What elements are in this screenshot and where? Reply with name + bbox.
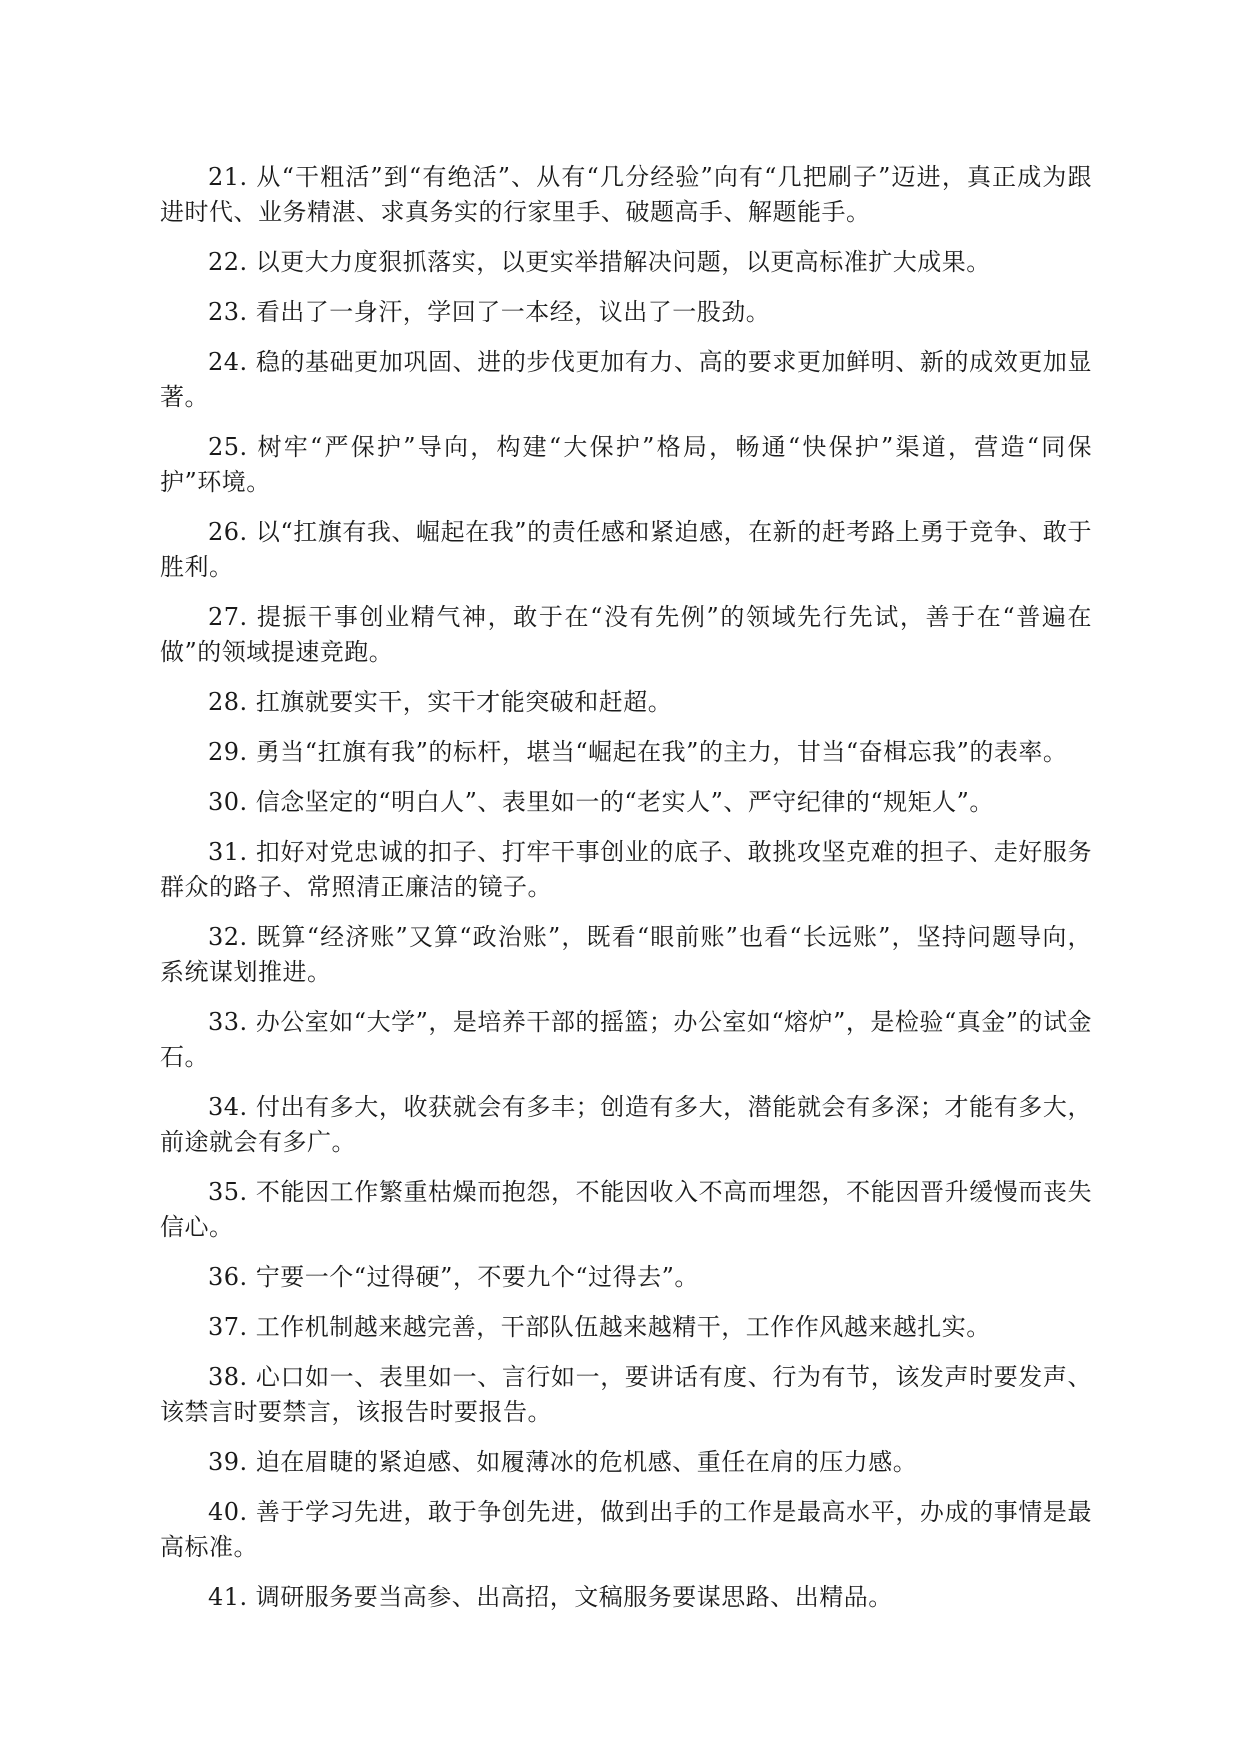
document-page: [160, 160, 1092, 1630]
paragraph-32: 32. 既算“经济账”又算“政治账”，既看“眼前账”也看“长远账”，坚持问题导向，系统谋划推进。: [160, 923, 1092, 986]
paragraph-38: 38. 心口如一、表里如一、言行如一，要讲话有度、行为有节，该发声时要发声、该禁言时要禁言，该报告时要报告。: [160, 1363, 1092, 1426]
paragraph-36: 36. 宁要一个“过得硬”，不要九个“过得去”。: [208, 1263, 699, 1291]
paragraph-24: 24. 稳的基础更加巩固、进的步伐更加有力、高的要求更加鲜明、新的成效更加显著。: [160, 348, 1092, 411]
paragraph-34: 34. 付出有多大，收获就会有多丰；创造有多大，潜能就会有多深；才能有多大，前途就会有多广。: [160, 1093, 1092, 1156]
paragraph-27: 27. 提振干事创业精气神，敢于在“没有先例”的领域先行先试，善于在“普遍在做”的领域提速竞跑。: [160, 603, 1092, 666]
paragraph-22: 22. 以更大力度狠抓落实，以更实举措解决问题，以更高标准扩大成果。: [208, 248, 991, 276]
paragraph-28: 28. 扛旗就要实干，实干才能突破和赶超。: [208, 688, 673, 716]
paragraph-40: 40. 善于学习先进，敢于争创先进，做到出手的工作是最高水平，办成的事情是最高标准。: [160, 1498, 1092, 1561]
paragraph-41: 41. 调研服务要当高参、出高招，文稿服务要谋思路、出精品。: [208, 1583, 893, 1611]
paragraph-37: 37. 工作机制越来越完善，干部队伍越来越精干，工作作风越来越扎实。: [208, 1313, 991, 1341]
paragraph-39: 39. 迫在眉睫的紧迫感、如履薄冰的危机感、重任在肩的压力感。: [208, 1448, 918, 1476]
paragraph-23: 23. 看出了一身汗，学回了一本经，议出了一股劲。: [208, 298, 771, 326]
paragraph-25: 25. 树牢“严保护”导向，构建“大保护”格局，畅通“快保护”渠道，营造“同保护”环境。: [160, 433, 1092, 496]
paragraph-29: 29. 勇当“扛旗有我”的标杆，堪当“崛起在我”的主力，甘当“奋楫忘我”的表率。: [208, 738, 1068, 766]
paragraph-26: 26. 以“扛旗有我、崛起在我”的责任感和紧迫感，在新的赶考路上勇于竞争、敢于胜利。: [160, 518, 1092, 581]
paragraph-21: 21. 从“干粗活”到“有绝活”、从有“几分经验”向有“几把刷子”迈进，真正成为跟进时代、业务精湛、求真务实的行家里手、破题高手、解题能手。: [160, 163, 1092, 226]
paragraph-31: 31. 扣好对党忠诚的扣子、打牢干事创业的底子、敢挑攻坚克难的担子、走好服务群众的路子、常照清正廉洁的镜子。: [160, 838, 1092, 901]
paragraph-33: 33. 办公室如“大学”，是培养干部的摇篮；办公室如“熔炉”，是检验“真金”的试金石。: [160, 1008, 1092, 1071]
paragraph-30: 30. 信念坚定的“明白人”、表里如一的“老实人”、严守纪律的“规矩人”。: [208, 788, 994, 816]
paragraph-35: 35. 不能因工作繁重枯燥而抱怨，不能因收入不高而埋怨，不能因晋升缓慢而丧失信心。: [160, 1178, 1092, 1241]
